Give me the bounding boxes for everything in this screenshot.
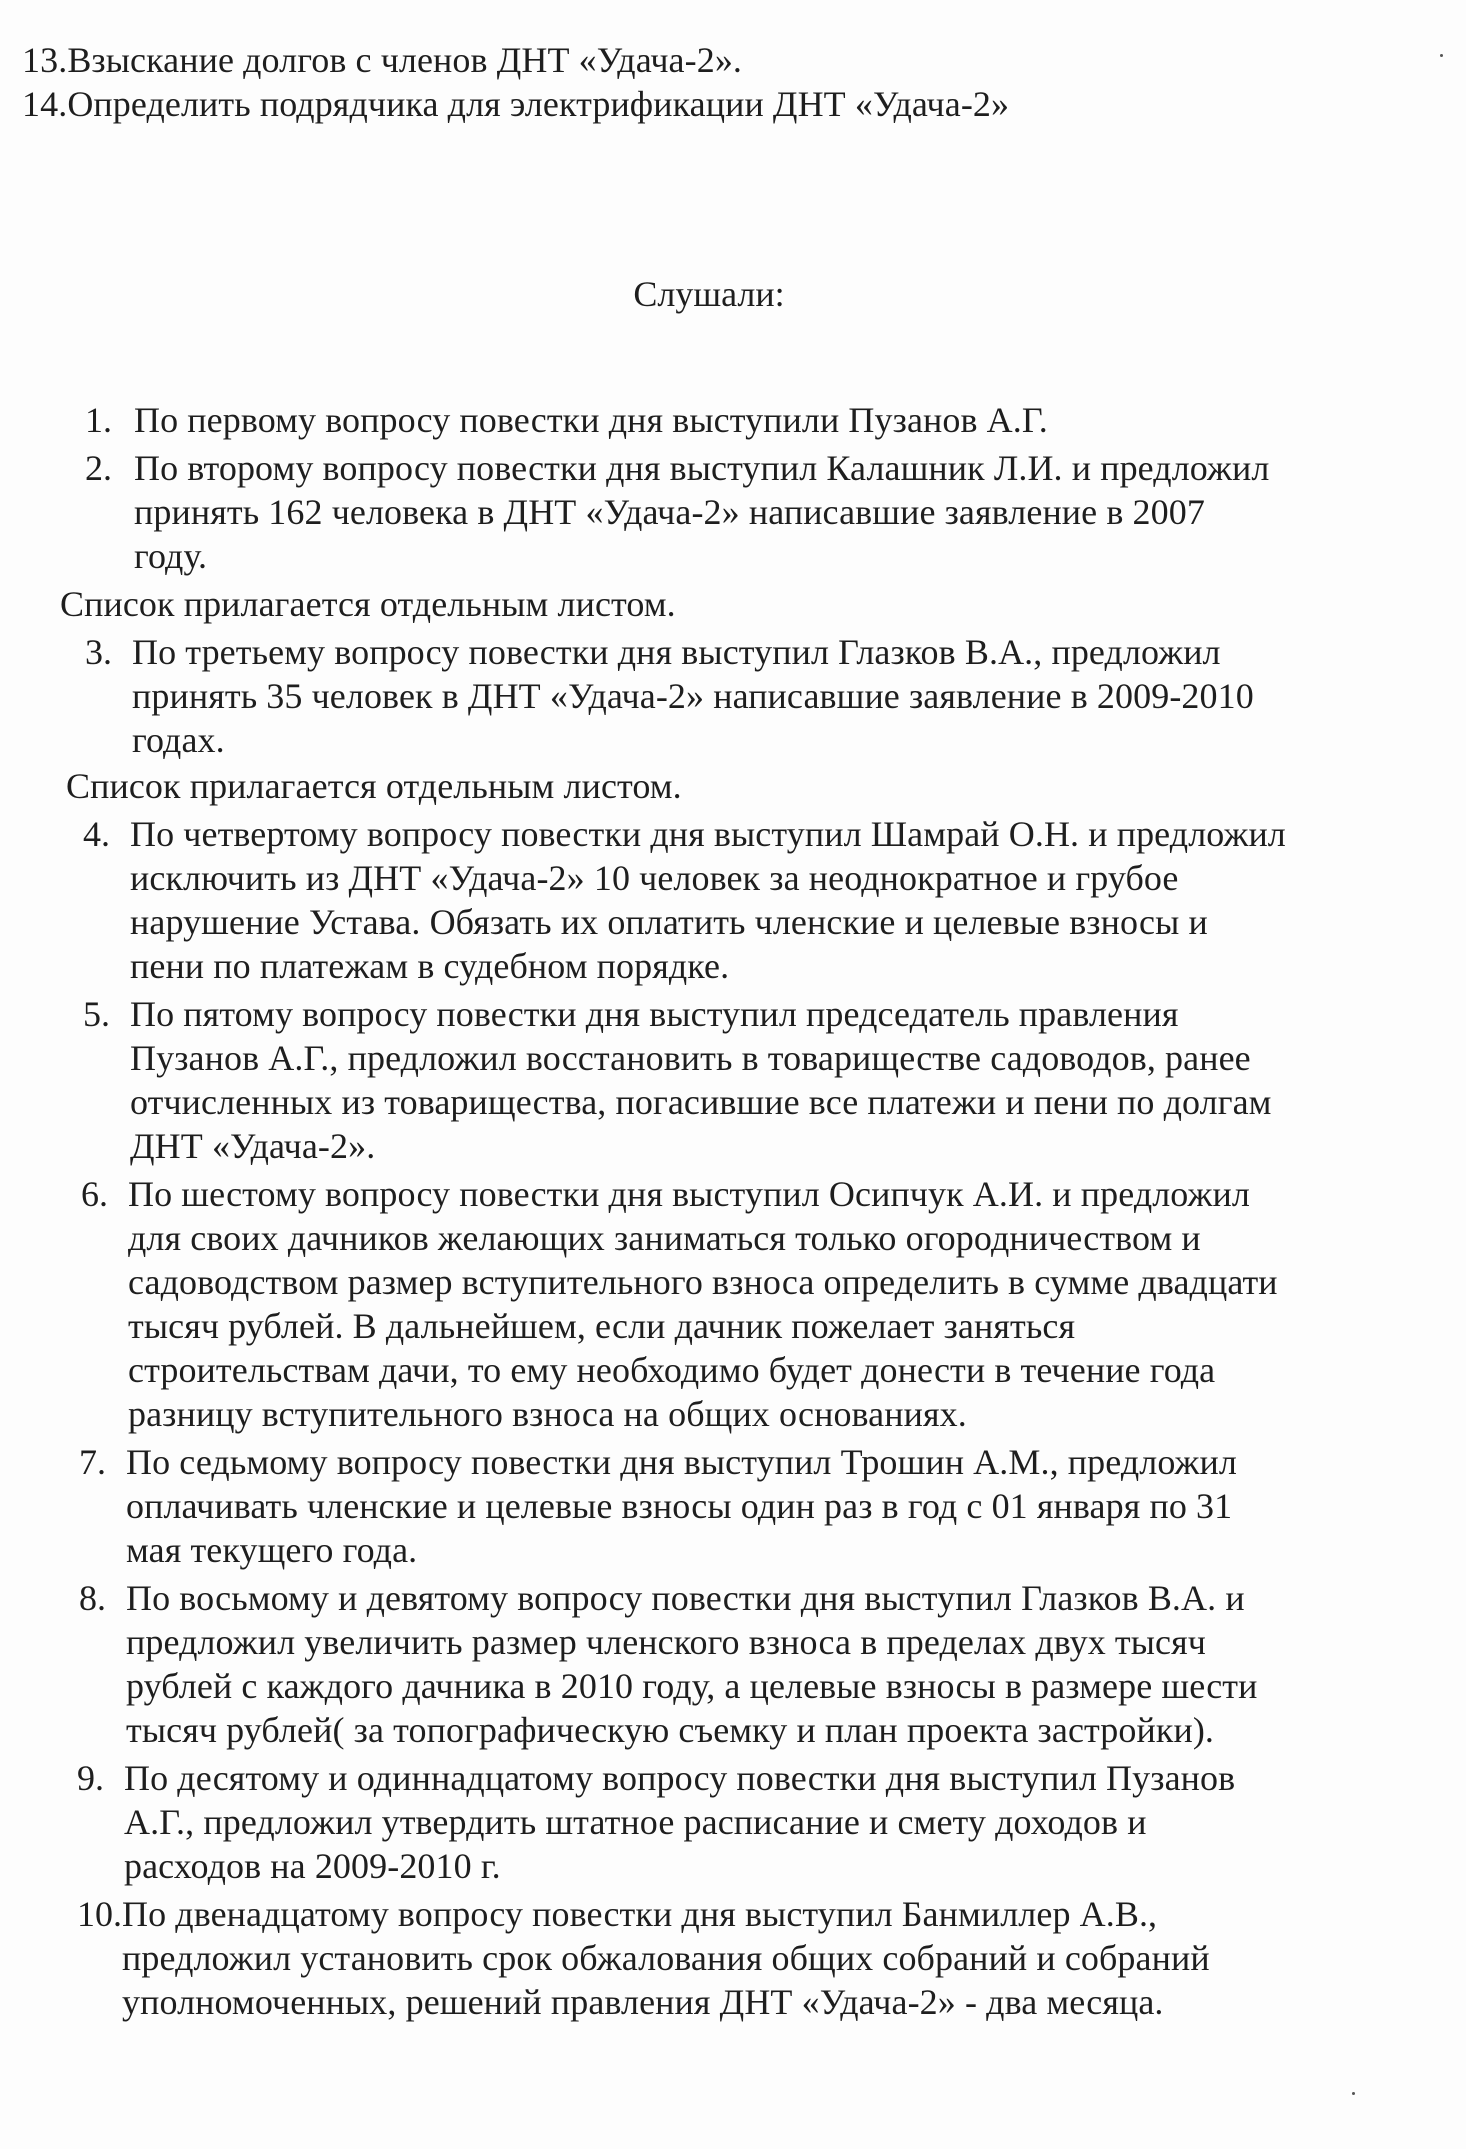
item-8-line-3: рублей с каждого дачника в 2010 году, а целевые взносы в размере шести <box>126 1666 1258 1706</box>
item-1-line-1: По первому вопросу повестки дня выступили Пузанов А.Г. <box>134 400 1048 440</box>
section-title: Слушали: <box>633 274 785 314</box>
item-4-line-4: пени по платежам в судебном порядке. <box>130 946 730 986</box>
item-4-line-3: нарушение Устава. Обязать их оплатить членские и целевые взносы и <box>130 902 1208 942</box>
item-3-line-1: По третьему вопросу повестки дня выступил Глазков В.А., предложил <box>132 632 1221 672</box>
item-9-line-2: А.Г., предложил утвердить штатное расписание и смету доходов и <box>124 1802 1147 1842</box>
item-5-line-4: ДНТ «Удача-2». <box>130 1126 376 1166</box>
header-item-14 <box>22 82 1009 126</box>
item-number: 8. <box>79 1578 106 1618</box>
item-6-line-5: строительствам дачи, то ему необходимо будет донести в течение года <box>128 1350 1216 1390</box>
item-6-line-4: тысяч рублей. В дальнейшем, если дачник пожелает заняться <box>128 1306 1076 1346</box>
item-7-line-1: По седьмому вопросу повестки дня выступил Трошин А.М., предложил <box>126 1442 1237 1482</box>
item-number: 5. <box>83 994 110 1034</box>
item-number: 9. <box>77 1758 104 1798</box>
item-10-line-3: уполномоченных, решений правления ДНТ «Удача-2» - два месяца. <box>122 1982 1164 2022</box>
item-4-line-1: По четвертому вопросу повестки дня выступил Шамрай О.Н. и предложил <box>130 814 1286 854</box>
item-10-line-2: предложил установить срок обжалования общих собраний и собраний <box>122 1938 1210 1978</box>
item-number: 1. <box>85 400 112 440</box>
item-number: 10. <box>77 1894 122 1934</box>
item-number: 4. <box>83 814 110 854</box>
item-8-line-4: тысяч рублей( за топографическую съемку и план проекта застройки). <box>126 1710 1215 1750</box>
attachment-note: Список прилагается отдельным листом. <box>66 766 682 806</box>
item-number: 2. <box>85 448 112 488</box>
item-3-line-2: принять 35 человек в ДНТ «Удача-2» написавшие заявление в 2009-2010 <box>132 676 1254 716</box>
item-2-line-2: принять 162 человека в ДНТ «Удача-2» написавшие заявление в 2007 <box>134 492 1205 532</box>
item-3-line-3: годах. <box>132 720 225 760</box>
item-7-line-2: оплачивать членские и целевые взносы один раз в год с 01 января по 31 <box>126 1486 1233 1526</box>
item-6-line-3: садоводством размер вступительного взноса определить в сумме двадцати <box>128 1262 1278 1302</box>
item-5-line-2: Пузанов А.Г., предложил восстановить в товариществе садоводов, ранее <box>130 1038 1251 1078</box>
item-9-line-1: По десятому и одиннадцатому вопросу повестки дня выступил Пузанов <box>124 1758 1236 1798</box>
item-9-line-3: расходов на 2009-2010 г. <box>124 1846 501 1886</box>
item-2-line-3: году. <box>134 536 208 576</box>
item-number: 6. <box>81 1174 108 1214</box>
attachment-note: Список прилагается отдельным листом. <box>60 584 676 624</box>
header-item-number: 14. <box>22 84 68 124</box>
scan-speck <box>1440 54 1443 57</box>
item-6-line-2: для своих дачников желающих заниматься только огородничеством и <box>128 1218 1201 1258</box>
item-5-line-3: отчисленных из товарищества, погасившие все платежи и пени по долгам <box>130 1082 1272 1122</box>
item-number: 3. <box>85 632 112 672</box>
item-8-line-2: предложил увеличить размер членского взноса в пределах двух тысяч <box>126 1622 1206 1662</box>
item-number: 7. <box>79 1442 106 1482</box>
item-7-line-3: мая текущего года. <box>126 1530 418 1570</box>
item-4-line-2: исключить из ДНТ «Удача-2» 10 человек за неоднократное и грубое <box>130 858 1179 898</box>
item-5-line-1: По пятому вопросу повестки дня выступил председатель правления <box>130 994 1179 1034</box>
item-10-line-1: По двенадцатому вопросу повестки дня выступил Банмиллер А.В., <box>122 1894 1158 1934</box>
header-item-number: 13. <box>22 40 68 80</box>
item-2-line-1: По второму вопросу повестки дня выступил Калашник Л.И. и предложил <box>134 448 1270 488</box>
header-item-13 <box>22 38 742 82</box>
scan-speck <box>1352 2092 1355 2095</box>
item-6-line-6: разницу вступительного взноса на общих основаниях. <box>128 1394 967 1434</box>
item-8-line-1: По восьмому и девятому вопросу повестки дня выступил Глазков В.А. и <box>126 1578 1245 1618</box>
header-item-text: Взыскание долгов с членов ДНТ «Удача-2». <box>67 40 743 80</box>
item-6-line-1: По шестому вопросу повестки дня выступил Осипчук А.И. и предложил <box>128 1174 1250 1214</box>
header-item-text: Определить подрядчика для электрификации ДНТ «Удача-2» <box>67 84 1010 124</box>
